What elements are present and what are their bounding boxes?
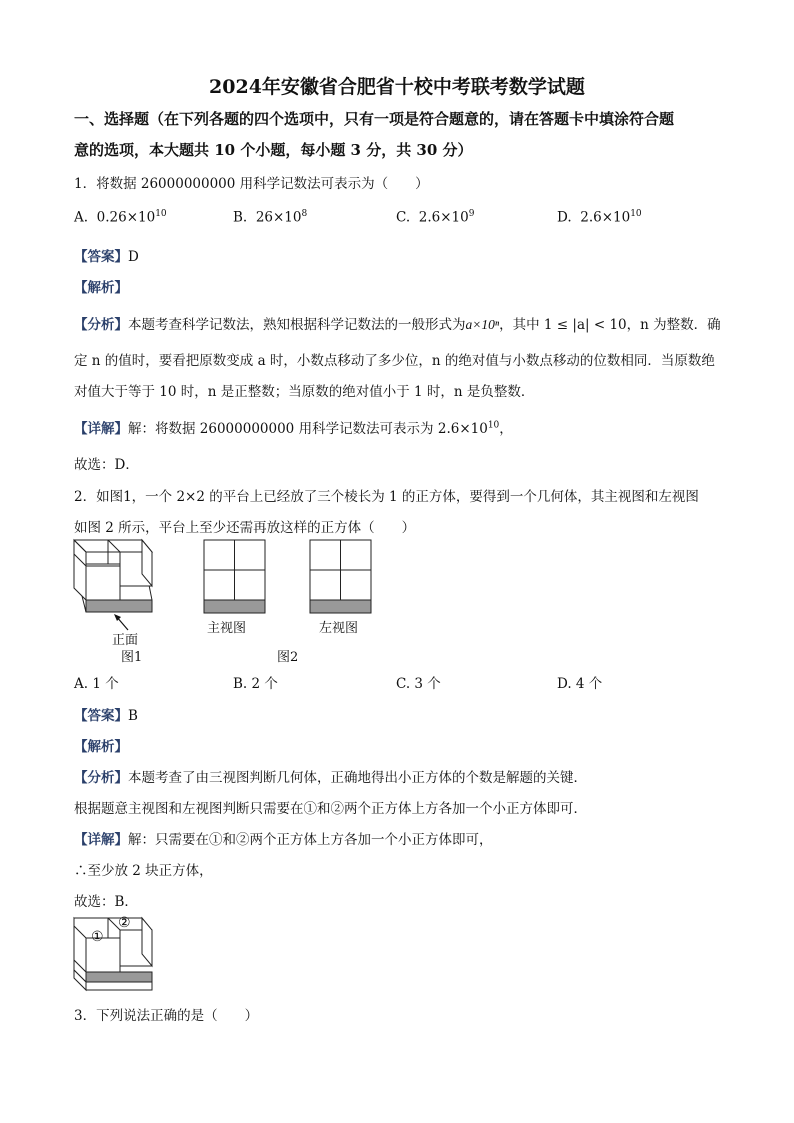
fenxi-text: 本题考查科学记数法，熟知根据科学记数法的一般形式为	[128, 317, 466, 333]
q2-answer	[74, 704, 138, 724]
fig1-label: 图1	[121, 650, 143, 665]
q2-fenxi-line1	[74, 766, 587, 786]
detail-text: 解：将数据 26000000000 用科学记数法可表示为 2.6×10	[128, 421, 488, 437]
formula: a×10ⁿ	[465, 317, 500, 332]
q2-option-c: C. 3 个	[396, 676, 441, 692]
option-mantissa: 26×10	[255, 209, 302, 226]
fenxi-tag: 【分析】	[74, 770, 128, 786]
q2-option-b: B. 2 个	[233, 676, 278, 692]
q1-option-c	[396, 209, 474, 226]
detail-text: 解：只需要在①和②两个正方体上方各加一个小正方体即可，	[128, 832, 493, 848]
answer-tag: 【答案】	[74, 249, 128, 265]
q1-fenxi-line3: 对值大于等于 10 时，n 是正整数；当原数的绝对值小于 1 时，n 是负整数．	[74, 384, 535, 400]
option-label: C.	[396, 209, 411, 226]
main-view-label: 主视图	[207, 621, 247, 636]
option-exponent: 10	[630, 209, 642, 219]
q2-stem-line2: 如图 2 所示，平台上至少还需再放这样的正方体（ ）	[74, 520, 416, 536]
circle-2-label: ②	[118, 915, 131, 931]
circle-1-label: ①	[91, 929, 104, 945]
option-exponent: 9	[468, 209, 475, 219]
answer-tag: 【答案】	[74, 708, 128, 724]
option-label: D.	[557, 209, 572, 226]
q1-option-d	[557, 209, 642, 226]
fig2-label: 图2	[277, 650, 299, 665]
option-mantissa: 2.6×10	[418, 209, 469, 226]
q1-fenxi-line1	[74, 313, 721, 333]
detail-exponent: 10	[487, 420, 500, 431]
q2-stem-line1: 2．如图1，一个 2×2 的平台上已经放了三个棱长为 1 的正方体，要得到一个几何体，其主视图和左视图	[74, 489, 699, 505]
q2-option-a: A. 1 个	[74, 676, 119, 692]
detail-tag: 【详解】	[74, 832, 128, 848]
q2-analysis-tag: 【解析】	[74, 739, 128, 755]
q1-option-b	[233, 209, 307, 226]
detail-tag: 【详解】	[74, 421, 128, 437]
q2-option-d: D. 4 个	[557, 676, 603, 692]
q1-analysis-tag: 【解析】	[74, 280, 128, 296]
q1-fenxi-line2: 定 n 的值时，要看把原数变成 a 时，小数点移动了多少位，n 的绝对值与小数点移动的位数相同．当原数绝	[74, 353, 715, 369]
q2-detail-line2: ∴至少放 2 块正方体，	[74, 863, 213, 879]
front-label: 正面	[112, 633, 139, 648]
option-label: B.	[233, 209, 248, 226]
q1-option-a	[74, 209, 167, 226]
answer-value: B	[128, 708, 138, 724]
answer-value: D	[128, 249, 139, 265]
option-mantissa: 2.6×10	[580, 209, 631, 226]
main-view-diagram	[203, 539, 267, 615]
q2-fenxi-line2: 根据题意主视图和左视图判断只需要在①和②两个正方体上方各加一个小正方体即可．	[74, 801, 587, 817]
option-mantissa: 0.26×10	[96, 209, 156, 226]
option-label: A.	[74, 209, 89, 226]
fenxi-text: n 为整数．确	[640, 317, 721, 333]
detail-end: ，	[499, 421, 513, 437]
section-heading-line2: 意的选项，本大题共 10 个小题，每小题 3 分，共 30 分）	[74, 141, 473, 159]
left-view-diagram	[309, 539, 373, 615]
solution-cubes-diagram	[70, 916, 160, 996]
option-exponent: 8	[301, 209, 308, 219]
page-title: 2024年安徽省合肥省十校中考联考数学试题	[209, 76, 585, 98]
q2-detail	[74, 828, 493, 848]
fenxi-text: ，其中 1 ≤ |a| < 10，	[499, 317, 641, 333]
option-exponent: 10	[155, 209, 167, 219]
q2-conclusion: 故选：B．	[74, 894, 138, 910]
left-view-label: 左视图	[319, 621, 359, 636]
fenxi-tag: 【分析】	[74, 317, 128, 333]
q1-detail	[74, 417, 513, 437]
q3-stem: 3．下列说法正确的是（ ）	[74, 1008, 259, 1024]
q1-stem: 1．将数据 26000000000 用科学记数法可表示为（ ）	[74, 176, 429, 192]
q1-conclusion: 故选：D．	[74, 457, 139, 473]
fenxi-text: 本题考查了由三视图判断几何体，正确地得出小正方体的个数是解题的关键．	[128, 770, 587, 786]
q1-answer	[74, 245, 139, 265]
section-heading-line1: 一、选择题（在下列各题的四个选项中，只有一项是符合题意的，请在答题卡中填涂符合题	[74, 110, 675, 128]
